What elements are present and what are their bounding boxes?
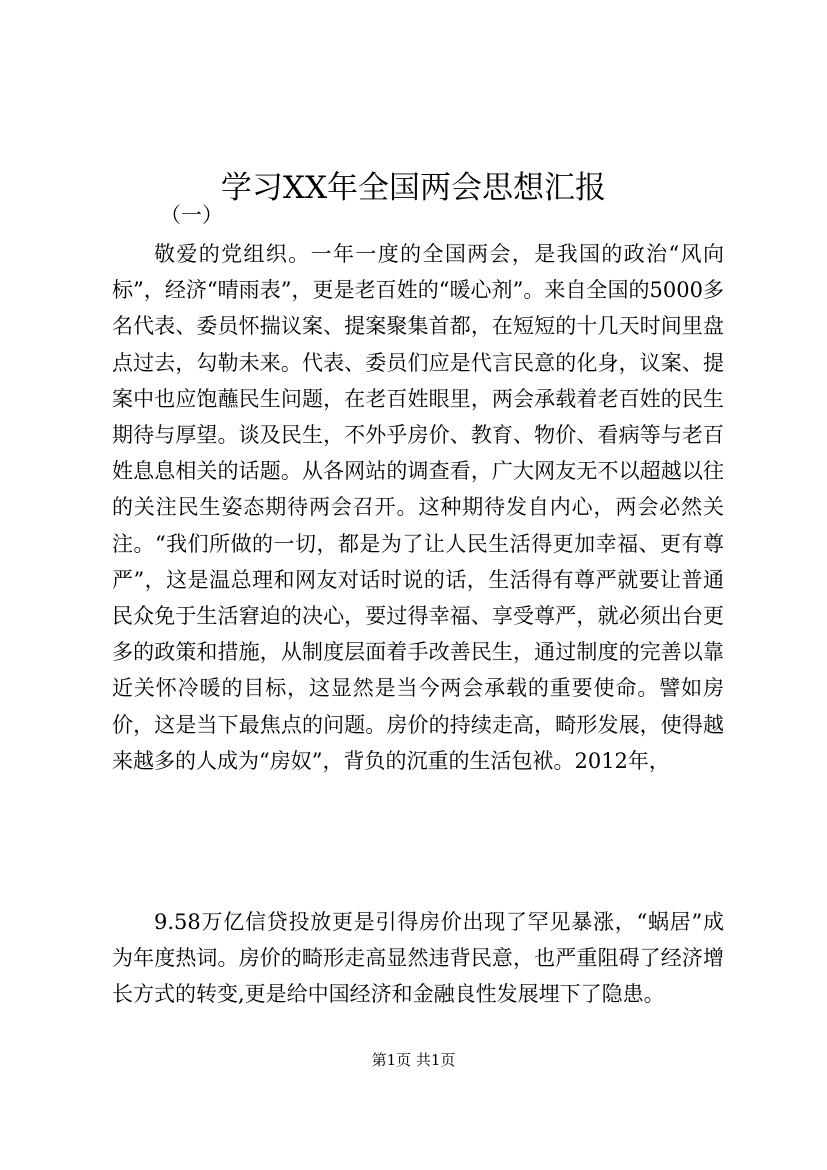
section-marker: （一） xyxy=(160,203,223,227)
document-title: 学习XX年全国两会思想汇报 xyxy=(220,169,607,206)
paragraph-2: 9.58万亿信贷投放更是引得房价出现了罕见暴涨，“蜗居”成为年度热词。房价的畸形走高显然违背民意，也严重阻碍了经济增长方式的转变,更是给中国经济和金融良性发展埋下了隐患。 xyxy=(112,910,724,1007)
paragraph-1: 敬爱的党组织。一年一度的全国两会，是我国的政治“风向标”，经济“晴雨表”，更是老百姓的“暖心剂”。来自全国的5000多名代表、委员怀揣议案、提案聚集首都，在短短的十几天时间里盘点过去，勾勒未来。代表、委员们应是代言民意的化身，议案、提案中也应饱蘸民生问题，在老百姓眼里，两会承载着老百姓的民生期待与厚望。谈及民生，不外乎房价、教育、物价、看病等与老百姓息息相关的话题。从各网站的调查看，广大网友无不以超越以往的关注民生姿态期待两会召开。这种期待发自内心，两会必然关注。“我们所做的一切，都是为了让人民生活得更加幸福、更有尊严”，这是温总理和网友对话时说的话，生活得有尊严就要让普通民众免于生活窘迫的决心，要过得幸福、享受尊严，就必须出台更多的政策和措施，从制度层面着手改善民生，通过制度的完善以靠近关怀冷暖的目标，这显然是当今两会承载的重要使命。譬如房价，这是当下最焦点的问题。房价的持续走高，畸形发展，使得越来越多的人成为“房奴”，背负的沉重的生活包袱。2012年， xyxy=(112,242,724,773)
page-footer: 第1页 共1页 xyxy=(371,1051,456,1069)
